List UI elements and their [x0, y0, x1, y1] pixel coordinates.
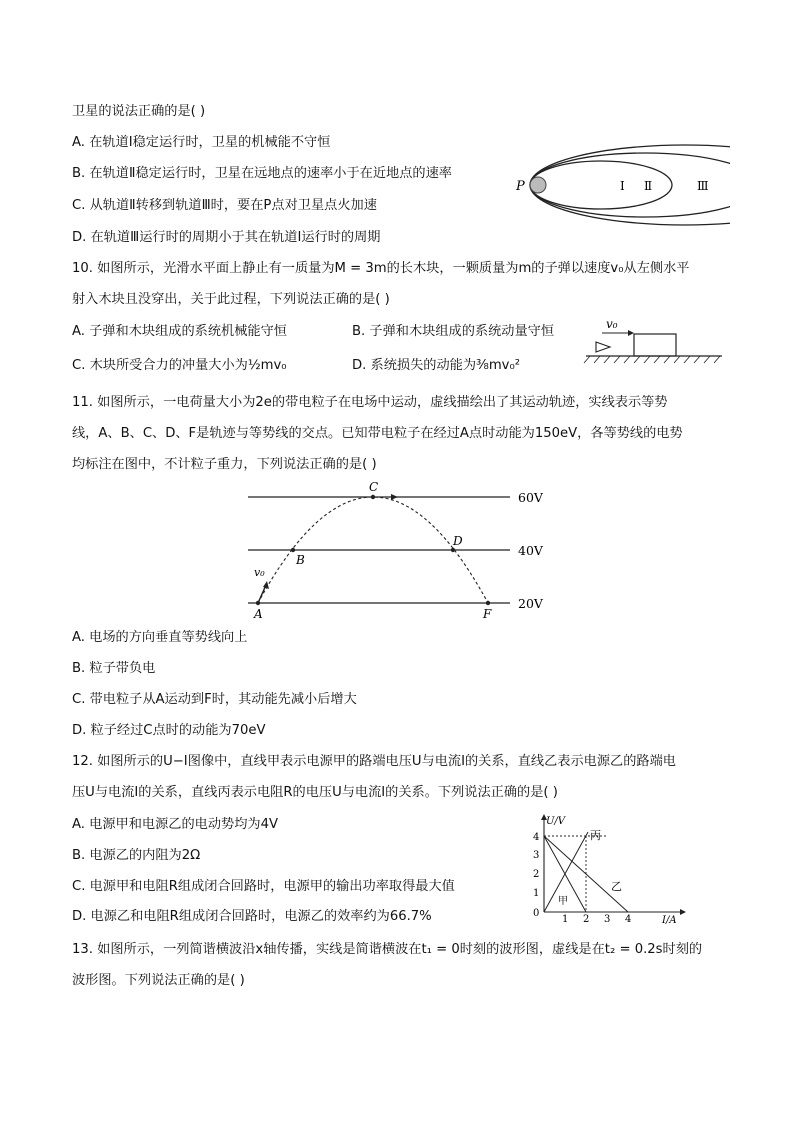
q11-stem-line2: 线，A、B、C、D、F是轨迹与等势线的交点。已知带电粒子在经过A点时动能为150eV，各等势线的电势: [72, 426, 683, 441]
potential-label-60v: 60V: [518, 490, 543, 505]
ground-hatching: [584, 356, 720, 363]
q12-option-c: C. 电源甲和电阻R组成闭合回路时，电源甲的输出功率取得最大值: [72, 879, 455, 894]
earth-icon: [530, 177, 546, 193]
point-a: [256, 601, 260, 605]
q12-option-a: A. 电源甲和电源乙的电动势均为4V: [72, 817, 279, 832]
velocity-label: v₀: [254, 566, 265, 579]
q12-option-b: B. 电源乙的内阻为2Ω: [72, 848, 201, 863]
velocity-label: v₀: [606, 317, 618, 331]
label-b: B: [296, 553, 305, 567]
q10-stem-line2: 射入木块且没穿出，关于此过程，下列说法正确的是( ): [72, 292, 390, 307]
orbit-1-label: Ⅰ: [620, 179, 625, 193]
q9-option-b: B. 在轨道Ⅱ稳定运行时，卫星在远地点的速率小于在近地点的速率: [72, 166, 452, 181]
q9-stem-tail: 卫星的说法正确的是( ): [72, 104, 206, 119]
orbit-diagram: [510, 140, 730, 230]
x-tick-2: 2: [583, 914, 590, 924]
point-p-label: P: [516, 179, 525, 194]
q11-option-a: A. 电场的方向垂直等势线向上: [72, 630, 248, 645]
q9-option-c: C. 从轨道Ⅱ转移到轨道Ⅲ时，要在P点对卫星点火加速: [72, 198, 377, 213]
origin-label: 0: [533, 908, 540, 919]
q10-option-a: A. 子弹和木块组成的系统机械能守恒: [72, 324, 287, 339]
q11-option-d: D. 粒子经过C点时的动能为70eV: [72, 723, 266, 738]
y-tick-1: 1: [533, 888, 540, 899]
q9-option-d: D. 在轨道Ⅲ运行时的周期小于其在轨道Ⅰ运行时的周期: [72, 230, 381, 245]
q12-stem-line1: 12. 如图所示的U−I图像中，直线甲表示电源甲的路端电压U与电流I的关系，直线乙表示电源乙的路端电: [72, 754, 676, 769]
y-tick-3: 3: [533, 850, 540, 861]
label-c: C: [369, 480, 379, 494]
y-tick-2: 2: [533, 869, 540, 880]
x-axis-label: I/A: [662, 915, 677, 924]
wood-block: [634, 334, 676, 356]
line-jia-label: 甲: [558, 896, 568, 907]
q13-stem-line2: 波形图。下列说法正确的是( ): [72, 973, 245, 988]
q10-option-c: C. 木块所受合力的冲量大小为½mv₀: [72, 358, 287, 373]
orbit-3-label: Ⅲ: [697, 179, 709, 193]
x-axis-arrow-icon: [680, 909, 686, 915]
label-a: A: [254, 607, 263, 621]
q11-stem-line3: 均标注在图中，不计粒子重力，下列说法正确的是( ): [72, 457, 377, 472]
q10-stem-line1: 10. 如图所示，光滑水平面上静止有一质量为M = 3m的长木块，一颗质量为m的子弹以速度v₀从左侧水平: [72, 261, 690, 276]
line-bing-label: 丙: [590, 829, 601, 842]
y-axis-label: U/V: [546, 816, 566, 827]
direction-arrow-icon: [391, 494, 398, 500]
ui-graph: [524, 812, 694, 924]
q11-stem-line1: 11. 如图所示，一电荷量大小为2e的带电粒子在电场中运动，虚线描绘出了其运动轨迹，实线表示等势: [72, 395, 668, 410]
q12-stem-line2: 压U与电流I的关系，直线丙表示电阻R的电压U与电流I的关系。下列说法正确的是( ): [72, 785, 558, 800]
x-tick-4: 4: [625, 914, 632, 924]
potential-label-40v: 40V: [518, 543, 543, 558]
q11-option-b: B. 粒子带负电: [72, 661, 156, 676]
potential-label-20v: 20V: [518, 596, 543, 611]
q10-option-b: B. 子弹和木块组成的系统动量守恒: [352, 324, 555, 339]
label-f: F: [483, 607, 492, 621]
point-d: [451, 548, 455, 552]
q9-option-a: A. 在轨道Ⅰ稳定运行时，卫星的机械能不守恒: [72, 135, 331, 150]
point-b: [291, 548, 295, 552]
bullet-icon: [596, 342, 610, 352]
label-d: D: [453, 534, 463, 548]
bullet-block-diagram: [582, 314, 724, 370]
y-tick-4: 4: [533, 832, 540, 843]
q11-option-c: C. 带电粒子从A运动到F时，其动能先减小后增大: [72, 692, 357, 707]
orbit-2-label: Ⅱ: [644, 179, 653, 193]
point-f: [486, 601, 490, 605]
line-yi-label: 乙: [611, 880, 622, 893]
velocity-arrow: [258, 585, 266, 603]
q13-stem-line1: 13. 如图所示，一列简谐横波沿x轴传播，实线是简谐横波在t₁ = 0时刻的波形图，虚线是在t₂ = 0.2s时刻的: [72, 942, 703, 957]
point-c: [371, 495, 375, 499]
velocity-arrow-head-icon: [263, 581, 269, 589]
equipotential-diagram: [240, 478, 560, 624]
q12-option-d: D. 电源乙和电阻R组成闭合回路时，电源乙的效率约为66.7%: [72, 909, 432, 924]
x-tick-1: 1: [562, 914, 569, 924]
x-tick-3: 3: [604, 914, 611, 924]
arrow-head-icon: [628, 330, 634, 336]
q10-option-d: D. 系统损失的动能为⅜mv₀²: [352, 358, 521, 373]
